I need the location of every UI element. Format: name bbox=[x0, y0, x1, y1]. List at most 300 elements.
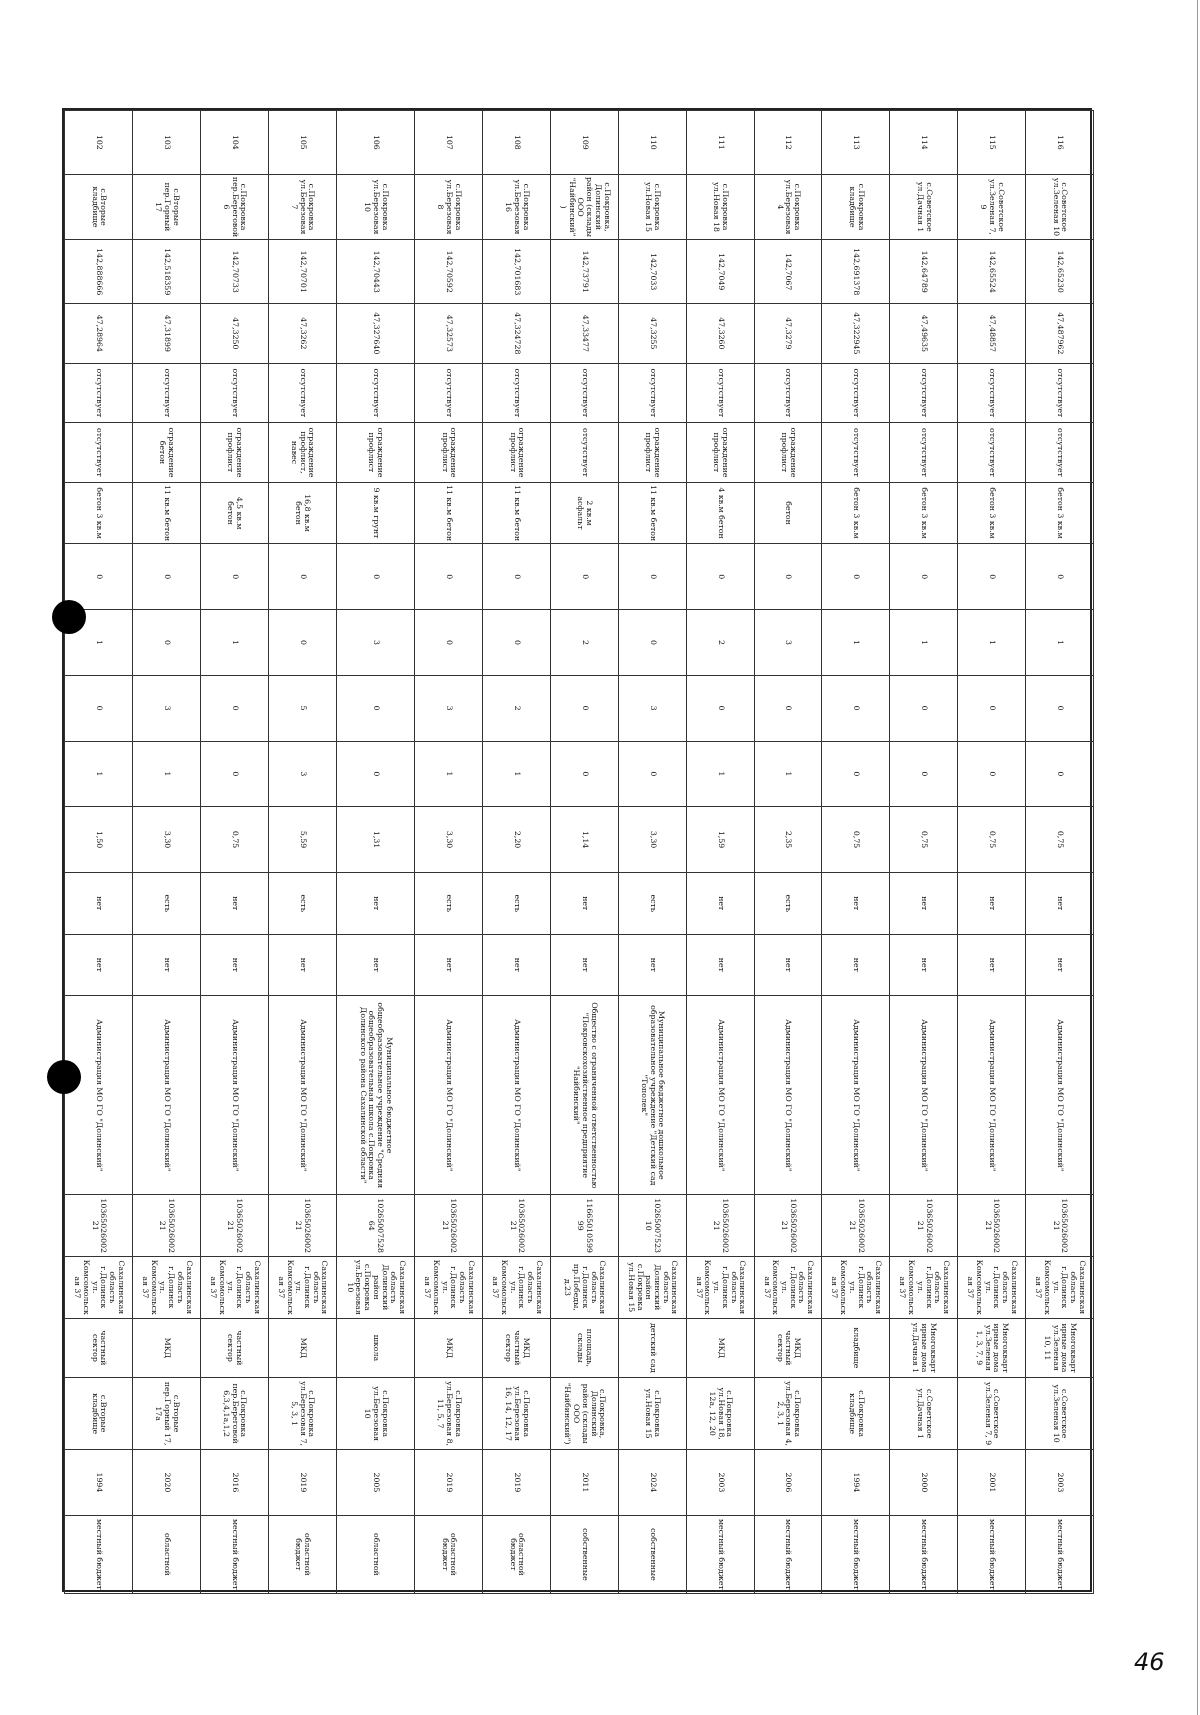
cell-c7: 0 bbox=[890, 544, 958, 610]
cell-latitude: 142,70733 bbox=[200, 240, 268, 304]
cell-address: с.Покровка кладбище bbox=[822, 174, 890, 240]
cell-funding: областной бюджет bbox=[268, 1515, 336, 1593]
cell-c7: 0 bbox=[1026, 544, 1094, 610]
cell-ogrn: 1036502600221 bbox=[415, 1195, 483, 1257]
cell-surface: бетон 3 кв.м bbox=[958, 482, 1026, 544]
cell-served: Многоквартирные дома ул.Зеленая 10, 11 bbox=[1026, 1318, 1094, 1378]
cell-served: МКД bbox=[686, 1318, 754, 1378]
cell-c7: 0 bbox=[551, 544, 619, 610]
cell-served_address: с.Советское ул.Дачная 1 bbox=[890, 1378, 958, 1450]
cell-c8: 0 bbox=[483, 610, 551, 676]
cell-year: 2005 bbox=[336, 1450, 415, 1516]
cell-organization: Администрация МО ГО "Долинский" bbox=[133, 996, 201, 1195]
cell-c8: 0 bbox=[268, 610, 336, 676]
cell-c12: есть bbox=[268, 872, 336, 934]
cell-longitude: 47,31899 bbox=[133, 304, 201, 364]
cell-c9: 3 bbox=[415, 675, 483, 741]
cell-c7: 0 bbox=[618, 544, 686, 610]
cell-c12: нет bbox=[890, 872, 958, 934]
cell-fence: отсутствует bbox=[1026, 363, 1094, 423]
cell-address: с.Вторые кладбище bbox=[65, 174, 133, 240]
cell-c7: 0 bbox=[65, 544, 133, 610]
cell-area: 3,30 bbox=[415, 807, 483, 873]
cell-latitude: 142,888666 bbox=[65, 240, 133, 304]
cell-funding: местный бюджет bbox=[958, 1515, 1026, 1593]
cell-c8: 0 bbox=[133, 610, 201, 676]
cell-served: Многоквартирные дома ул.Зеленая 1, 3, 7, 9 bbox=[958, 1318, 1026, 1378]
cell-fence_type: ограждение профлист bbox=[415, 423, 483, 483]
cell-no: 107 bbox=[415, 111, 483, 175]
cell-area: 1,59 bbox=[686, 807, 754, 873]
cell-c13: нет bbox=[415, 934, 483, 996]
cell-ogrn: 1036502600221 bbox=[754, 1195, 822, 1257]
cell-c10: 0 bbox=[822, 741, 890, 807]
page-number: 46 bbox=[1134, 1648, 1165, 1676]
cell-address: с.Покровка ул.Новая 18 bbox=[686, 174, 754, 240]
cell-address: с.Покровка ул.Березовая 16 bbox=[483, 174, 551, 240]
cell-longitude: 47,28964 bbox=[65, 304, 133, 364]
cell-c12: нет bbox=[200, 872, 268, 934]
cell-organization: Администрация МО ГО "Долинский" bbox=[822, 996, 890, 1195]
cell-c7: 0 bbox=[958, 544, 1026, 610]
cell-org_address: Сахалинская область Долинский район с.Покровка ул.Новая 15 bbox=[618, 1257, 686, 1319]
cell-c12: нет bbox=[1026, 872, 1094, 934]
cell-funding: областной бюджет bbox=[483, 1515, 551, 1593]
table-row bbox=[551, 111, 619, 1594]
table-row bbox=[336, 111, 415, 1594]
cell-surface: 11 кв.м бетон bbox=[415, 482, 483, 544]
cell-fence_type: ограждение бетон bbox=[133, 423, 201, 483]
cell-surface: 11 кв.м бетон bbox=[133, 482, 201, 544]
cell-surface: 11 кв.м бетон bbox=[483, 482, 551, 544]
cell-ogrn: 1036502600221 bbox=[822, 1195, 890, 1257]
cell-c9: 0 bbox=[822, 675, 890, 741]
cell-longitude: 47,48857 bbox=[958, 304, 1026, 364]
cell-org_address: Сахалинская область г.Долинск ул. Комсомольская 37 bbox=[268, 1257, 336, 1319]
cell-c10: 0 bbox=[618, 741, 686, 807]
cell-served_address: с.Покровка ул.Березовая 7, 5, 3, 1 bbox=[268, 1378, 336, 1450]
cell-ogrn: 1036502600221 bbox=[65, 1195, 133, 1257]
registry-table-rotated bbox=[64, 110, 1094, 1594]
cell-c8: 0 bbox=[618, 610, 686, 676]
cell-address: с.Вторые пер.Горный 17 bbox=[133, 174, 201, 240]
cell-c10: 1 bbox=[65, 741, 133, 807]
cell-served_address: с.Покровка кладбище bbox=[822, 1378, 890, 1450]
table-row bbox=[415, 111, 483, 1594]
cell-c8: 2 bbox=[686, 610, 754, 676]
cell-fence: отсутствует bbox=[415, 363, 483, 423]
cell-c12: есть bbox=[415, 872, 483, 934]
cell-latitude: 142,691378 bbox=[822, 240, 890, 304]
cell-c9: 0 bbox=[551, 675, 619, 741]
cell-ogrn: 1026500752310 bbox=[618, 1195, 686, 1257]
cell-c13: нет bbox=[958, 934, 1026, 996]
cell-served: МКД bbox=[415, 1318, 483, 1378]
cell-c8: 2 bbox=[551, 610, 619, 676]
cell-longitude: 47,487962 bbox=[1026, 304, 1094, 364]
cell-fence: отсутствует bbox=[268, 363, 336, 423]
cell-address: с.Покровка пер.Береговой 6 bbox=[200, 174, 268, 240]
cell-area: 5,59 bbox=[268, 807, 336, 873]
cell-year: 2003 bbox=[1026, 1450, 1094, 1516]
cell-area: 0,75 bbox=[890, 807, 958, 873]
cell-c7: 0 bbox=[336, 544, 415, 610]
cell-surface: бетон bbox=[754, 482, 822, 544]
table-row bbox=[200, 111, 268, 1594]
cell-year: 2006 bbox=[754, 1450, 822, 1516]
cell-fence: отсутствует bbox=[200, 363, 268, 423]
cell-ogrn: 1036502600221 bbox=[200, 1195, 268, 1257]
cell-organization: Администрация МО ГО "Долинский" bbox=[65, 996, 133, 1195]
cell-longitude: 47,324728 bbox=[483, 304, 551, 364]
cell-no: 111 bbox=[686, 111, 754, 175]
cell-longitude: 47,33477 bbox=[551, 304, 619, 364]
cell-year: 2000 bbox=[890, 1450, 958, 1516]
cell-fence_type: отсутствует bbox=[958, 423, 1026, 483]
cell-year: 2020 bbox=[133, 1450, 201, 1516]
cell-address: с.Покровка, Долинский район (склады ООО "Найбинский") bbox=[551, 174, 619, 240]
cell-longitude: 47,49635 bbox=[890, 304, 958, 364]
cell-org_address: Сахалинская область г.Долинск ул. Комсомольская 37 bbox=[1026, 1257, 1094, 1319]
cell-longitude: 47,3250 bbox=[200, 304, 268, 364]
cell-no: 116 bbox=[1026, 111, 1094, 175]
cell-served: МКД частный сектор bbox=[483, 1318, 551, 1378]
cell-year: 2019 bbox=[268, 1450, 336, 1516]
table-row bbox=[618, 111, 686, 1594]
cell-fence_type: отсутствует bbox=[551, 423, 619, 483]
table-row bbox=[686, 111, 754, 1594]
cell-organization: Общество с ограниченной ответственностью "Покровскохозяйственное предприятие "Найбинский" bbox=[551, 996, 619, 1195]
cell-served_address: с.Покровка ул.Новая 18, 12а, 12, 20 bbox=[686, 1378, 754, 1450]
cell-longitude: 47,322945 bbox=[822, 304, 890, 364]
cell-latitude: 142,73791 bbox=[551, 240, 619, 304]
cell-served_address: с.Покровка пер.Береговой 6,3,4,1а,1,2 bbox=[200, 1378, 268, 1450]
cell-year: 1994 bbox=[822, 1450, 890, 1516]
cell-fence_type: отсутствует bbox=[65, 423, 133, 483]
cell-c7: 0 bbox=[415, 544, 483, 610]
table-row bbox=[268, 111, 336, 1594]
cell-c10: 0 bbox=[200, 741, 268, 807]
cell-c13: нет bbox=[200, 934, 268, 996]
cell-ogrn: 1036502600221 bbox=[1026, 1195, 1094, 1257]
cell-surface: 2 кв.м асфальт bbox=[551, 482, 619, 544]
cell-fence_type: ограждение профлист bbox=[754, 423, 822, 483]
cell-c13: нет bbox=[754, 934, 822, 996]
table-row bbox=[1026, 111, 1094, 1594]
cell-c10: 1 bbox=[133, 741, 201, 807]
cell-served_address: с.Советское ул.Зеленая 10 bbox=[1026, 1378, 1094, 1450]
cell-served_address: с.Вторые кладбище bbox=[65, 1378, 133, 1450]
cell-fence: отсутствует bbox=[551, 363, 619, 423]
cell-fence_type: ограждение профлист bbox=[483, 423, 551, 483]
cell-served_address: с.Покровка ул.Березовая 10 bbox=[336, 1378, 415, 1450]
page-edge bbox=[1197, 0, 1198, 1715]
cell-no: 109 bbox=[551, 111, 619, 175]
cell-org_address: Сахалинская область г.Долинск ул. Комсомольская 37 bbox=[686, 1257, 754, 1319]
cell-longitude: 47,3255 bbox=[618, 304, 686, 364]
cell-c9: 0 bbox=[686, 675, 754, 741]
cell-organization: Администрация МО ГО "Долинский" bbox=[890, 996, 958, 1195]
cell-served: кладбище bbox=[822, 1318, 890, 1378]
cell-c9: 0 bbox=[200, 675, 268, 741]
cell-latitude: 142,65524 bbox=[958, 240, 1026, 304]
cell-c10: 1 bbox=[686, 741, 754, 807]
cell-funding: собственные bbox=[618, 1515, 686, 1593]
registry-table-body bbox=[65, 111, 1094, 1594]
cell-c9: 0 bbox=[890, 675, 958, 741]
cell-served: частный сектор bbox=[200, 1318, 268, 1378]
cell-c10: 0 bbox=[1026, 741, 1094, 807]
cell-organization: Администрация МО ГО "Долинский" bbox=[686, 996, 754, 1195]
cell-c10: 1 bbox=[754, 741, 822, 807]
cell-year: 1994 bbox=[65, 1450, 133, 1516]
registry-table bbox=[64, 110, 1094, 1594]
cell-organization: Администрация МО ГО "Долинский" bbox=[483, 996, 551, 1195]
table-row bbox=[822, 111, 890, 1594]
cell-c8: 1 bbox=[958, 610, 1026, 676]
cell-c7: 0 bbox=[483, 544, 551, 610]
cell-fence: отсутствует bbox=[133, 363, 201, 423]
cell-surface: 4,5 кв.м бетон bbox=[200, 482, 268, 544]
table-row bbox=[958, 111, 1026, 1594]
table-row bbox=[133, 111, 201, 1594]
cell-served_address: с.Покровка, Долинский район (склады ООО "Найбинский") bbox=[551, 1378, 619, 1450]
cell-latitude: 142,70592 bbox=[415, 240, 483, 304]
cell-surface: 9 кв.м грунт bbox=[336, 482, 415, 544]
cell-fence_type: отсутствует bbox=[822, 423, 890, 483]
cell-served_address: с.Покровка ул.Новая 15 bbox=[618, 1378, 686, 1450]
cell-year: 2001 bbox=[958, 1450, 1026, 1516]
cell-org_address: Сахалинская область г.Долинск ул. Комсомольская 37 bbox=[822, 1257, 890, 1319]
cell-area: 1,31 bbox=[336, 807, 415, 873]
cell-org_address: Сахалинская область г.Долинск ул. Комсомольская 37 bbox=[133, 1257, 201, 1319]
cell-funding: местный бюджет bbox=[65, 1515, 133, 1593]
cell-surface: 16,8 кв.м бетон bbox=[268, 482, 336, 544]
cell-funding: местный бюджет bbox=[1026, 1515, 1094, 1593]
cell-fence_type: отсутствует bbox=[1026, 423, 1094, 483]
cell-funding: местный бюджет bbox=[822, 1515, 890, 1593]
cell-year: 2003 bbox=[686, 1450, 754, 1516]
cell-c12: нет bbox=[958, 872, 1026, 934]
cell-c7: 0 bbox=[200, 544, 268, 610]
cell-c12: нет bbox=[65, 872, 133, 934]
cell-served: МКД bbox=[133, 1318, 201, 1378]
cell-latitude: 142,70443 bbox=[336, 240, 415, 304]
cell-c13: нет bbox=[268, 934, 336, 996]
cell-c12: нет bbox=[551, 872, 619, 934]
cell-c8: 3 bbox=[754, 610, 822, 676]
cell-funding: местный бюджет bbox=[890, 1515, 958, 1593]
cell-year: 2019 bbox=[483, 1450, 551, 1516]
cell-c8: 0 bbox=[415, 610, 483, 676]
cell-served_address: с.Советское ул.Зеленая 7, 9 bbox=[958, 1378, 1026, 1450]
table-row bbox=[483, 111, 551, 1594]
cell-latitude: 142,701683 bbox=[483, 240, 551, 304]
cell-org_address: Сахалинская область г.Долинск пр.Победы, д.23 bbox=[551, 1257, 619, 1319]
cell-c10: 0 bbox=[958, 741, 1026, 807]
cell-ogrn: 1026500752864 bbox=[336, 1195, 415, 1257]
cell-latitude: 142,7049 bbox=[686, 240, 754, 304]
cell-c8: 1 bbox=[822, 610, 890, 676]
cell-address: с.Покровка ул.Березовая 7 bbox=[268, 174, 336, 240]
cell-organization: Администрация МО ГО "Долинский" bbox=[958, 996, 1026, 1195]
cell-c10: 0 bbox=[890, 741, 958, 807]
cell-c13: нет bbox=[1026, 934, 1094, 996]
cell-c13: нет bbox=[483, 934, 551, 996]
cell-no: 102 bbox=[65, 111, 133, 175]
cell-c12: нет bbox=[822, 872, 890, 934]
cell-no: 110 bbox=[618, 111, 686, 175]
cell-longitude: 47,327640 bbox=[336, 304, 415, 364]
cell-fence: отсутствует bbox=[65, 363, 133, 423]
cell-c9: 0 bbox=[1026, 675, 1094, 741]
cell-no: 105 bbox=[268, 111, 336, 175]
cell-org_address: Сахалинская область г.Долинск ул. Комсомольская 37 bbox=[754, 1257, 822, 1319]
cell-longitude: 47,32573 bbox=[415, 304, 483, 364]
cell-ogrn: 1036502600221 bbox=[686, 1195, 754, 1257]
cell-c12: есть bbox=[618, 872, 686, 934]
cell-c8: 3 bbox=[336, 610, 415, 676]
table-row bbox=[65, 111, 133, 1594]
cell-latitude: 142,64789 bbox=[890, 240, 958, 304]
cell-fence: отсутствует bbox=[958, 363, 1026, 423]
cell-ogrn: 1036502600221 bbox=[483, 1195, 551, 1257]
cell-fence: отсутствует bbox=[483, 363, 551, 423]
cell-organization: Администрация МО ГО "Долинский" bbox=[754, 996, 822, 1195]
cell-c9: 0 bbox=[65, 675, 133, 741]
cell-longitude: 47,3260 bbox=[686, 304, 754, 364]
cell-c12: есть bbox=[483, 872, 551, 934]
cell-no: 108 bbox=[483, 111, 551, 175]
cell-fence_type: ограждение профлист bbox=[336, 423, 415, 483]
cell-c7: 0 bbox=[268, 544, 336, 610]
cell-served: Многоквартирные дома ул.Дачная 1 bbox=[890, 1318, 958, 1378]
cell-surface: бетон 3 кв.м bbox=[65, 482, 133, 544]
cell-fence_type: ограждение профлист bbox=[618, 423, 686, 483]
cell-fence_type: ограждение профлист bbox=[686, 423, 754, 483]
cell-organization: Муниципальное бюджетное дошкольное образовательное учреждение "Детский сад "Тополек" bbox=[618, 996, 686, 1195]
cell-surface: 11 кв.м бетон bbox=[618, 482, 686, 544]
cell-no: 115 bbox=[958, 111, 1026, 175]
cell-served_address: с.Покровка ул.Березовая 4, 2, 3, 1 bbox=[754, 1378, 822, 1450]
cell-no: 106 bbox=[336, 111, 415, 175]
cell-c7: 0 bbox=[754, 544, 822, 610]
cell-c9: 3 bbox=[133, 675, 201, 741]
cell-fence: отсутствует bbox=[336, 363, 415, 423]
punch-hole-mark bbox=[47, 1060, 81, 1094]
cell-area: 0,75 bbox=[200, 807, 268, 873]
cell-address: с.Советское ул.Дачная 1 bbox=[890, 174, 958, 240]
cell-org_address: Сахалинская область г.Долинск ул. Комсомольская 37 bbox=[483, 1257, 551, 1319]
cell-org_address: Сахалинская область Долинский район с.Покровка ул.Березовая 10 bbox=[336, 1257, 415, 1319]
cell-address: с.Покровка ул.Березовая 10 bbox=[336, 174, 415, 240]
cell-c10: 1 bbox=[483, 741, 551, 807]
cell-c12: нет bbox=[336, 872, 415, 934]
cell-served: МКД bbox=[268, 1318, 336, 1378]
cell-c13: нет bbox=[618, 934, 686, 996]
cell-served: частный сектор bbox=[65, 1318, 133, 1378]
cell-c10: 1 bbox=[415, 741, 483, 807]
cell-funding: областной bbox=[133, 1515, 201, 1593]
cell-c9: 2 bbox=[483, 675, 551, 741]
cell-surface: 4 кв.м бетон bbox=[686, 482, 754, 544]
punch-hole-mark bbox=[52, 600, 86, 634]
cell-address: с.Покровка ул.Новая 15 bbox=[618, 174, 686, 240]
cell-surface: бетон 3 кв.м bbox=[822, 482, 890, 544]
cell-org_address: Сахалинская область г.Долинск ул. Комсомольская 37 bbox=[65, 1257, 133, 1319]
cell-c7: 0 bbox=[686, 544, 754, 610]
cell-c13: нет bbox=[686, 934, 754, 996]
cell-funding: областной bbox=[336, 1515, 415, 1593]
cell-served: площадь, склады bbox=[551, 1318, 619, 1378]
cell-area: 1,50 bbox=[65, 807, 133, 873]
cell-organization: Администрация МО ГО "Долинский" bbox=[1026, 996, 1094, 1195]
cell-ogrn: 1166501059999 bbox=[551, 1195, 619, 1257]
cell-c12: нет bbox=[686, 872, 754, 934]
cell-funding: областной бюджет bbox=[415, 1515, 483, 1593]
cell-surface: бетон 3 кв.м bbox=[1026, 482, 1094, 544]
cell-longitude: 47,3279 bbox=[754, 304, 822, 364]
cell-fence: отсутствует bbox=[618, 363, 686, 423]
cell-c10: 0 bbox=[336, 741, 415, 807]
cell-ogrn: 1036502600221 bbox=[268, 1195, 336, 1257]
cell-served: детский сад bbox=[618, 1318, 686, 1378]
cell-c9: 3 bbox=[618, 675, 686, 741]
cell-no: 114 bbox=[890, 111, 958, 175]
cell-c7: 0 bbox=[822, 544, 890, 610]
cell-org_address: Сахалинская область г.Долинск ул. Комсомольская 37 bbox=[200, 1257, 268, 1319]
cell-fence: отсутствует bbox=[822, 363, 890, 423]
cell-organization: Администрация МО ГО "Долинский" bbox=[268, 996, 336, 1195]
cell-longitude: 47,3262 bbox=[268, 304, 336, 364]
cell-latitude: 142,518359 bbox=[133, 240, 201, 304]
cell-served: школа bbox=[336, 1318, 415, 1378]
cell-organization: Муниципальное бюджетное общеобразовательное учреждение "Средняя общеобразовательная школа с.Покровка Долинского района Сахалинской области" bbox=[336, 996, 415, 1195]
cell-served: МКД частный сектор bbox=[754, 1318, 822, 1378]
cell-funding: местный бюджет bbox=[754, 1515, 822, 1593]
cell-c9: 0 bbox=[754, 675, 822, 741]
cell-organization: Администрация МО ГО "Долинский" bbox=[200, 996, 268, 1195]
table-row bbox=[754, 111, 822, 1594]
cell-c7: 0 bbox=[133, 544, 201, 610]
cell-c12: есть bbox=[133, 872, 201, 934]
cell-address: с.Советское ул.Зеленая 10 bbox=[1026, 174, 1094, 240]
cell-no: 104 bbox=[200, 111, 268, 175]
cell-area: 0,75 bbox=[822, 807, 890, 873]
cell-address: с.Покровка ул.Березовая 4 bbox=[754, 174, 822, 240]
cell-address: с.Советское ул.Зеленая 7, 9 bbox=[958, 174, 1026, 240]
cell-c9: 0 bbox=[336, 675, 415, 741]
cell-ogrn: 1036502600221 bbox=[133, 1195, 201, 1257]
cell-fence_type: ограждение профлист, навес bbox=[268, 423, 336, 483]
cell-c13: нет bbox=[65, 934, 133, 996]
cell-org_address: Сахалинская область г.Долинск ул. Комсомольская 37 bbox=[415, 1257, 483, 1319]
cell-area: 3,30 bbox=[618, 807, 686, 873]
cell-c13: нет bbox=[133, 934, 201, 996]
cell-latitude: 142,7033 bbox=[618, 240, 686, 304]
cell-area: 1,14 bbox=[551, 807, 619, 873]
cell-funding: собственные bbox=[551, 1515, 619, 1593]
cell-served_address: с.Вторые пер.Горный 17, 17а bbox=[133, 1378, 201, 1450]
cell-year: 2024 bbox=[618, 1450, 686, 1516]
cell-c9: 0 bbox=[958, 675, 1026, 741]
cell-no: 113 bbox=[822, 111, 890, 175]
cell-org_address: Сахалинская область г.Долинск ул. Комсомольская 37 bbox=[890, 1257, 958, 1319]
cell-funding: местный бюджет bbox=[686, 1515, 754, 1593]
cell-fence: отсутствует bbox=[686, 363, 754, 423]
cell-ogrn: 1036502600221 bbox=[958, 1195, 1026, 1257]
cell-area: 0,75 bbox=[1026, 807, 1094, 873]
